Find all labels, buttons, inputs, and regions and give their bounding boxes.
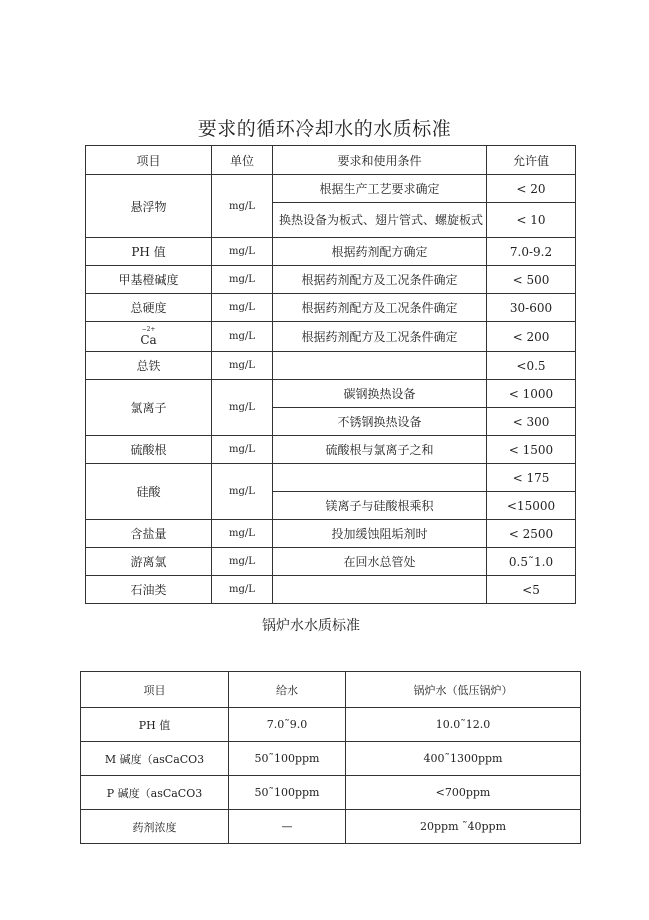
table-row: [86, 380, 576, 408]
condition-cell: 根据药剂配方及工况条件确定: [273, 266, 487, 294]
value-cell: 0.5˜1.0: [487, 548, 576, 576]
item-iron: 总铁: [86, 352, 212, 380]
unit-cell: mg/L: [212, 294, 273, 322]
cooling-water-table: [85, 145, 576, 604]
header-boiler: 锅炉水（低压锅炉）: [346, 672, 581, 708]
item-m-alkalinity: M 碱度（asCaCO3: [81, 742, 229, 776]
unit-cell: mg/L: [212, 352, 273, 380]
unit-cell: mg/L: [212, 436, 273, 464]
table-row: [81, 776, 581, 810]
table-row: [86, 238, 576, 266]
unit-cell: mg/L: [212, 520, 273, 548]
table-row: [81, 742, 581, 776]
boiler-cell: 400˜1300ppm: [346, 742, 581, 776]
table-row: [86, 294, 576, 322]
condition-cell: [273, 352, 487, 380]
condition-cell: 投加缓蚀阻垢剂时: [273, 520, 487, 548]
table-row: [86, 548, 576, 576]
item-hardness: 总硬度: [86, 294, 212, 322]
condition-cell: 换热设备为板式、翅片管式、螺旋板式: [273, 203, 487, 238]
item-free-chlorine: 游离氯: [86, 548, 212, 576]
boiler-cell: <700ppm: [346, 776, 581, 810]
item-ph: PH 值: [81, 708, 229, 742]
boiler-water-title: 锅炉水水质标准: [262, 618, 360, 634]
feed-cell: —: [229, 810, 346, 844]
header-feed: 给水: [229, 672, 346, 708]
calcium-label: Ca: [140, 333, 157, 347]
value-cell: 30-600: [487, 294, 576, 322]
table-row: [86, 520, 576, 548]
table-row: [86, 464, 576, 492]
table-row: [81, 810, 581, 844]
value-cell: < 20: [487, 175, 576, 203]
item-salt: 含盐量: [86, 520, 212, 548]
condition-cell: 根据药剂配方及工况条件确定: [273, 294, 487, 322]
unit-cell: mg/L: [212, 238, 273, 266]
item-chloride: 氯离子: [86, 380, 212, 436]
table-row: [86, 576, 576, 604]
table-row: [86, 436, 576, 464]
condition-cell: 镁离子与硅酸根乘积: [273, 492, 487, 520]
condition-cell: 在回水总管处: [273, 548, 487, 576]
header-item: 项目: [81, 672, 229, 708]
item-p-alkalinity: P 碱度（asCaCO3: [81, 776, 229, 810]
value-cell: < 500: [487, 266, 576, 294]
value-cell: < 2500: [487, 520, 576, 548]
table-row: [81, 708, 581, 742]
item-oil: 石油类: [86, 576, 212, 604]
boiler-cell: 20ppm ˜40ppm: [346, 810, 581, 844]
feed-cell: 50˜100ppm: [229, 776, 346, 810]
header-item: 项目: [86, 146, 212, 175]
unit-cell: mg/L: [212, 266, 273, 294]
boiler-cell: 10.0˜12.0: [346, 708, 581, 742]
header-condition: 要求和使用条件: [273, 146, 487, 175]
table-row: [86, 352, 576, 380]
value-cell: 7.0-9.2: [487, 238, 576, 266]
condition-cell: 不锈钢换热设备: [273, 408, 487, 436]
table-row: [86, 266, 576, 294]
condition-cell: 根据药剂配方确定: [273, 238, 487, 266]
item-silicic: 硅酸: [86, 464, 212, 520]
item-chemical-concentration: 药剂浓度: [81, 810, 229, 844]
header-allowed: 允许值: [487, 146, 576, 175]
table-row: [86, 175, 576, 203]
feed-cell: 50˜100ppm: [229, 742, 346, 776]
header-unit: 单位: [212, 146, 273, 175]
value-cell: < 300: [487, 408, 576, 436]
condition-cell: [273, 464, 487, 492]
table-header-row: [86, 146, 576, 175]
condition-cell: 硫酸根与氯离子之和: [273, 436, 487, 464]
unit-cell: mg/L: [212, 175, 273, 238]
table-header-row: [81, 672, 581, 708]
boiler-water-table: [80, 671, 581, 844]
item-suspended: 悬浮物: [86, 175, 212, 238]
value-cell: <5: [487, 576, 576, 604]
value-cell: <15000: [487, 492, 576, 520]
value-cell: < 1500: [487, 436, 576, 464]
feed-cell: 7.0˜9.0: [229, 708, 346, 742]
cooling-water-title: 要求的循环冷却水的水质标准: [197, 118, 452, 140]
item-calcium: [86, 322, 212, 352]
unit-cell: mg/L: [212, 464, 273, 520]
condition-cell: [273, 576, 487, 604]
unit-cell: mg/L: [212, 576, 273, 604]
unit-cell: mg/L: [212, 548, 273, 576]
item-sulfate: 硫酸根: [86, 436, 212, 464]
calcium-charge: −2+: [141, 326, 156, 333]
value-cell: < 1000: [487, 380, 576, 408]
table-row: [86, 322, 576, 352]
item-ph: PH 值: [86, 238, 212, 266]
condition-cell: 根据药剂配方及工况条件确定: [273, 322, 487, 352]
value-cell: <0.5: [487, 352, 576, 380]
condition-cell: 碳钢换热设备: [273, 380, 487, 408]
unit-cell: mg/L: [212, 322, 273, 352]
value-cell: < 10: [487, 203, 576, 238]
item-methyl-orange: 甲基橙碱度: [86, 266, 212, 294]
value-cell: < 200: [487, 322, 576, 352]
unit-cell: mg/L: [212, 380, 273, 436]
value-cell: < 175: [487, 464, 576, 492]
condition-cell: 根据生产工艺要求确定: [273, 175, 487, 203]
